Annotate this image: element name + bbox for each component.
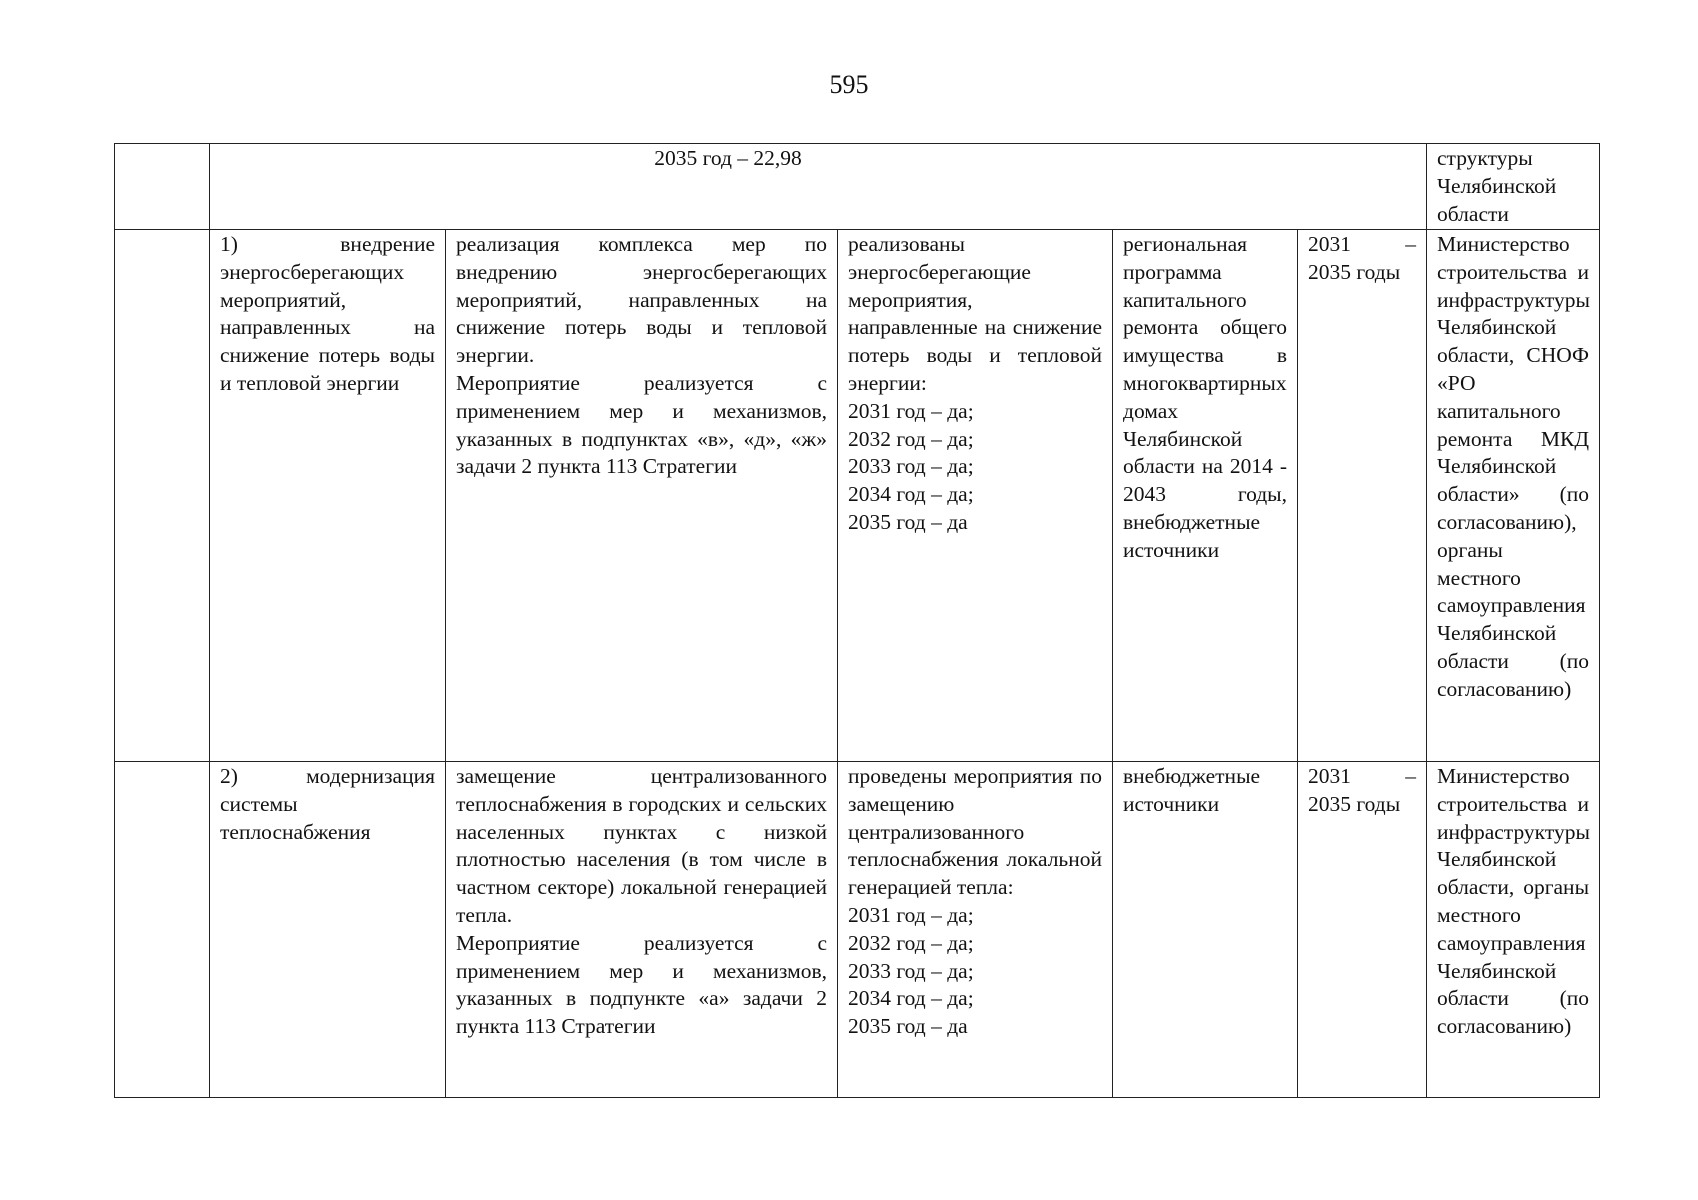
- table-row: [115, 230, 1600, 762]
- page-number: 595: [829, 70, 869, 99]
- result-year: 2035 год – да: [848, 509, 968, 534]
- result-year: 2033 год – да;: [848, 454, 974, 479]
- period-start: 2031: [1308, 232, 1351, 256]
- indicator-value: 2035 год – 22,98: [654, 146, 802, 170]
- result-cell: [838, 762, 1113, 1098]
- measure-name: 1) внедрение энергосберегающих мероприятий, направленных на снижение потерь воды и тепловой энергии: [220, 232, 435, 395]
- table-row: [115, 144, 1600, 230]
- responsible-cell: [1427, 762, 1600, 1098]
- funding-source: внебюджетные источники: [1123, 764, 1261, 816]
- period-end: 2035 годы: [1308, 791, 1401, 816]
- result-year: 2031 год – да;: [848, 902, 974, 927]
- responsible-cell: [1427, 144, 1600, 230]
- result-year: 2031 год – да;: [848, 398, 974, 423]
- measure-content-cell: [446, 230, 838, 762]
- period-cell: [1298, 230, 1427, 762]
- result-year: 2032 год – да;: [848, 930, 974, 955]
- funding-source: региональная программа капитального ремонта общего имущества в многоквартирных домах Челябинской области на 2014 - 2043 годы, внебюджетные источники: [1123, 232, 1287, 562]
- responsible-cell: [1427, 230, 1600, 762]
- result-intro: реализованы энергосберегающие мероприятия, направленные на снижение потерь воды и тепловой энергии:: [848, 232, 1102, 395]
- period-dash: –: [1405, 764, 1417, 788]
- period-start: 2031: [1308, 764, 1351, 788]
- responsible: Министерство строительства и инфраструктуры Челябинской области, органы местного самоуправления Челябинской области (по согласованию): [1437, 764, 1590, 1039]
- measure-name: 2) модернизация системы теплоснабжения: [220, 764, 435, 844]
- measure-note: Мероприятие реализуется с применением мер и механизмов, указанных в подпунктах «в», «д», «ж» задачи 2 пункта 113 Стратегии: [456, 370, 827, 479]
- empty-cell: [115, 230, 210, 762]
- measure-name-cell: [210, 230, 446, 762]
- responsible-line: Челябинской: [1437, 173, 1557, 198]
- period-dash: –: [1405, 232, 1417, 256]
- table-row: [115, 762, 1600, 1098]
- result-year: 2035 год – да: [848, 1014, 968, 1039]
- measure-note: Мероприятие реализуется с применением мер и механизмов, указанных в подпункте «а» задачи 2 пункта 113 Стратегии: [456, 930, 827, 1039]
- result-year: 2034 год – да;: [848, 986, 974, 1011]
- period-end: 2035 годы: [1308, 259, 1401, 284]
- period-cell: [1298, 762, 1427, 1098]
- responsible: Министерство строительства и инфраструктуры Челябинской области, СНОФ «РО капитального ремонта МКД Челябинской области» (по согласованию), органы местного самоуправления Челябинской области (по согласованию): [1437, 232, 1590, 701]
- measure-content: реализация комплекса мер по внедрению энергосберегающих мероприятий, направленных на снижение потерь воды и тепловой энергии.: [456, 232, 827, 368]
- result-year: 2032 год – да;: [848, 426, 974, 451]
- measure-name-cell: [210, 762, 446, 1098]
- measures-table: [114, 143, 1600, 1098]
- empty-cell: [115, 144, 210, 230]
- result-year: 2034 год – да;: [848, 482, 974, 507]
- result-cell: [838, 230, 1113, 762]
- responsible-line: структуры: [1437, 146, 1533, 170]
- measure-content-cell: [446, 762, 838, 1098]
- funding-source-cell: [1113, 230, 1298, 762]
- responsible-line: области: [1437, 201, 1509, 226]
- indicator-value-cell: [210, 144, 1427, 230]
- result-year: 2033 год – да;: [848, 958, 974, 983]
- measure-content: замещение централизованного теплоснабжения в городских и сельских населенных пунктах с низкой плотностью населения (в том числе в частном секторе) локальной генерацией тепла.: [456, 764, 827, 927]
- result-intro: проведены мероприятия по замещению централизованного теплоснабжения локальной генерацией тепла:: [848, 764, 1102, 900]
- empty-cell: [115, 762, 210, 1098]
- funding-source-cell: [1113, 762, 1298, 1098]
